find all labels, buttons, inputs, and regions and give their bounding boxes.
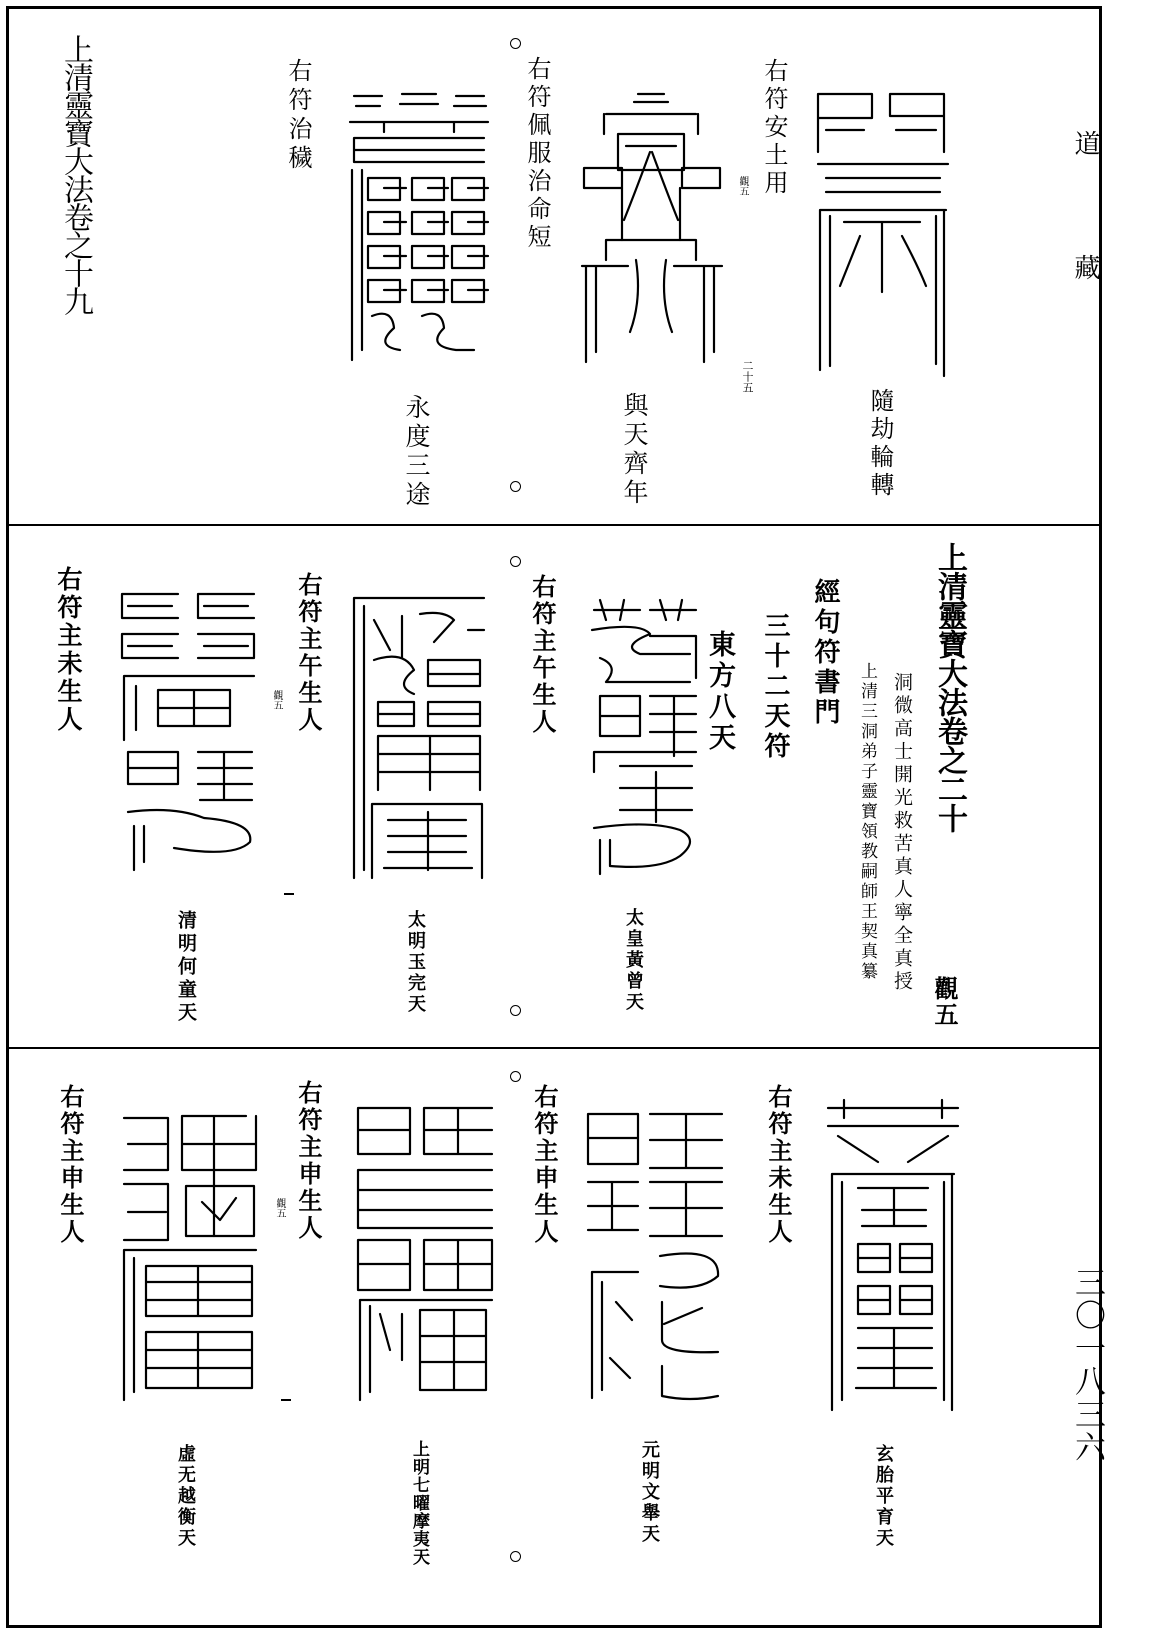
talisman-caption-d: 清明何童天 [175,910,197,1025]
talisman-note-f: 右符主午生人 [528,574,557,736]
talisman-j-glyph [818,1096,968,1414]
mark [281,1399,291,1401]
talisman-caption-e: 太明玉完天 [405,910,426,1015]
direction-heading: 東方八天 [704,630,735,754]
mark [284,893,294,895]
volume-mark-small: 觀五 [737,176,748,196]
panel-divider-1 [8,524,1101,526]
talisman-note-c: 右符安土用 [760,58,788,198]
volume-mark: 觀五 [930,976,959,1028]
talisman-note-i: 右符主申生人 [530,1084,559,1246]
section-heading: 經句符書門 [810,578,840,728]
hole-mark [510,1071,521,1082]
talisman-caption-j: 玄胎平育天 [873,1444,894,1549]
talisman-note-e: 右符主午生人 [294,572,323,734]
talisman-note-g: 右符主申生人 [56,1084,85,1246]
volume-mark-small: 觀五 [271,690,282,710]
talisman-b-glyph [576,90,726,372]
page-number: 三〇一八三六 [1069,1266,1105,1464]
volume-end-heading: 上清靈寶大法卷之十九 [58,34,93,314]
leaf-number: 二十五 [741,360,754,393]
compiler-credit: 上清三洞弟子靈寶領教嗣師王契真纂 [857,662,877,982]
talisman-caption-g: 虛无越衡天 [175,1444,196,1549]
talisman-note-d: 右符主未生人 [54,566,83,734]
hole-mark [510,556,521,567]
talisman-h-glyph [350,1100,500,1408]
margin-title-bottom: 藏 [1070,254,1100,280]
talisman-i-glyph [580,1106,730,1404]
talisman-caption-c: 隨劫輪轉 [866,388,894,500]
author-credit: 洞微高士開光救苦真人寧全真授 [891,672,913,994]
volume-mark-small: 觀五 [274,1198,285,1218]
section-subheading: 三十二天符 [760,612,790,762]
hole-mark [510,1551,521,1562]
talisman-caption-i: 元明文舉天 [639,1440,660,1545]
talisman-note-b: 右符佩服治命短 [523,56,551,252]
talisman-f-glyph [580,596,700,880]
hole-mark [510,38,521,49]
talisman-c-glyph [808,86,958,378]
talisman-caption-a: 永度三途 [402,394,431,510]
talisman-e-glyph [344,590,494,884]
talisman-note-j: 右符主未生人 [764,1084,793,1246]
talisman-note-h: 右符主申生人 [294,1080,323,1242]
talisman-a-glyph [344,88,494,370]
talisman-note-a: 右符治穢 [284,58,312,174]
talisman-caption-h: 上明七曜摩夷天 [409,1440,429,1566]
talisman-caption-b: 與天齊年 [620,392,649,508]
hole-mark [510,1005,521,1016]
hole-mark [510,481,521,492]
talisman-d-glyph [114,586,264,880]
talisman-caption-f: 太皇黃曾天 [623,908,644,1013]
margin-title-top: 道 [1070,130,1100,156]
volume-title: 上清靈寶大法卷之二十 [932,542,967,832]
talisman-g-glyph [116,1110,266,1410]
panel-divider-2 [8,1047,1101,1049]
